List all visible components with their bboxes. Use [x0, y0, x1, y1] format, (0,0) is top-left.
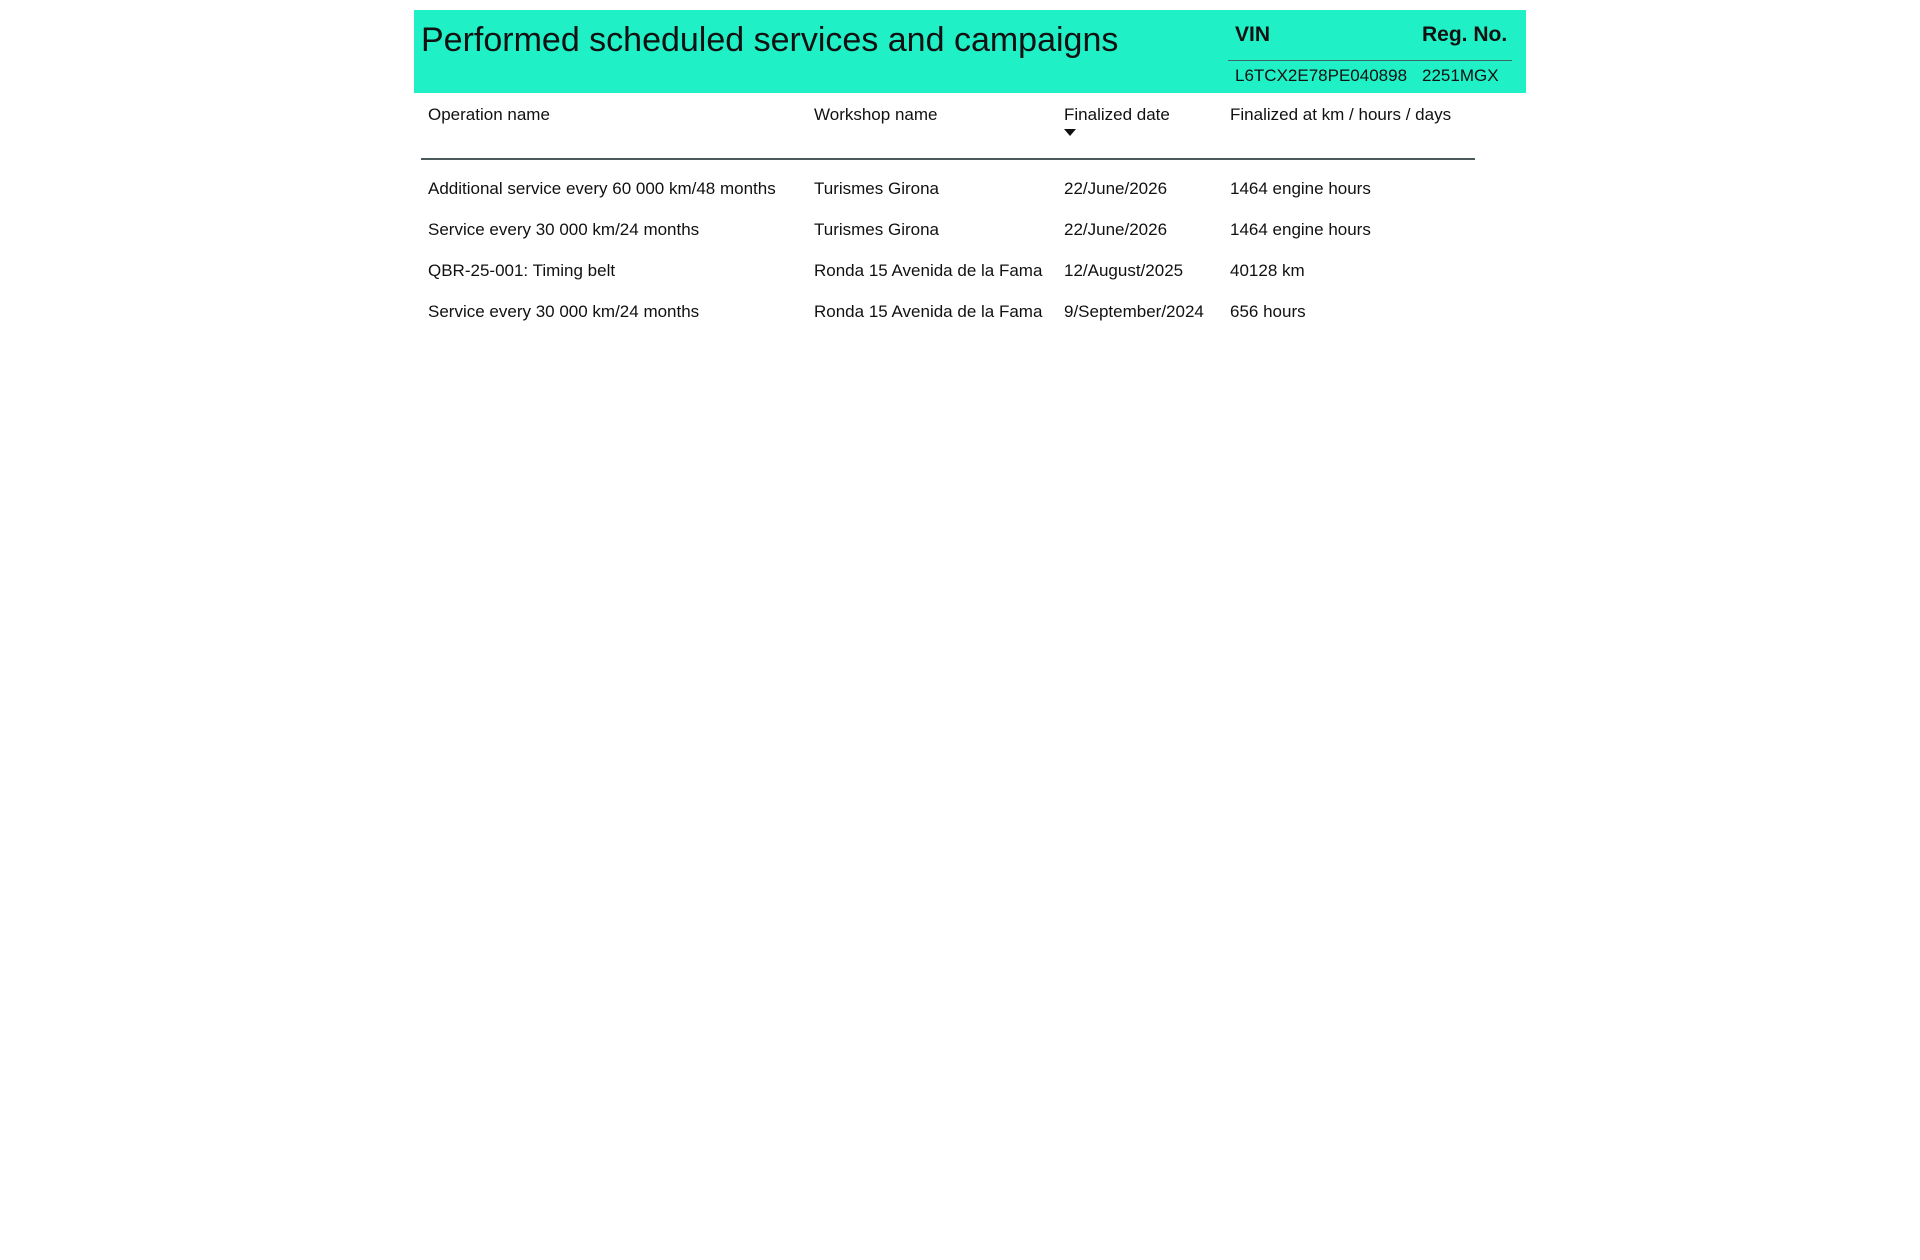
vin-value: L6TCX2E78PE040898	[1235, 66, 1408, 85]
table-row	[421, 250, 1475, 291]
cell-finalized-at: 1464 engine hours	[1230, 178, 1371, 198]
operations-table	[421, 93, 1475, 332]
column-header-operation-name[interactable]	[421, 93, 807, 159]
cell-finalized-date: 22/June/2026	[1064, 178, 1168, 198]
column-header-label: Workshop name	[814, 105, 938, 124]
sort-descending-icon[interactable]	[1064, 129, 1076, 136]
column-header-finalized-date[interactable]	[1057, 93, 1223, 159]
cell-workshop-name: Ronda 15 Avenida de la Fama	[814, 301, 1043, 321]
cell-finalized-at: 1464 engine hours	[1230, 219, 1371, 239]
column-header-label: Finalized at km / hours / days	[1230, 105, 1452, 124]
vin-label: VIN	[1228, 10, 1415, 61]
reg-no-value: 2251MGX	[1422, 66, 1499, 85]
vehicle-info-table	[1228, 10, 1512, 91]
column-header-label: Operation name	[428, 105, 550, 124]
cell-finalized-at: 656 hours	[1230, 301, 1306, 321]
column-header-label: Finalized date	[1064, 105, 1170, 124]
column-header-workshop-name[interactable]	[807, 93, 1057, 159]
cell-finalized-date: 12/August/2025	[1064, 260, 1184, 280]
column-header-finalized-at[interactable]	[1223, 93, 1475, 159]
vehicle-info-header-row	[1228, 10, 1512, 61]
reg-no-label: Reg. No.	[1415, 10, 1512, 61]
cell-workshop-name: Ronda 15 Avenida de la Fama	[814, 260, 1043, 280]
operations-header-row	[421, 93, 1475, 159]
cell-workshop-name: Turismes Girona	[814, 178, 940, 198]
cell-finalized-at: 40128 km	[1230, 260, 1305, 280]
page-title: Performed scheduled services and campaigns	[421, 21, 1119, 59]
table-row	[421, 291, 1475, 332]
cell-finalized-date: 22/June/2026	[1064, 219, 1168, 239]
cell-operation-name: Additional service every 60 000 km/48 months	[428, 178, 776, 198]
table-row	[421, 159, 1475, 209]
cell-operation-name: Service every 30 000 km/24 months	[428, 301, 700, 321]
cell-workshop-name: Turismes Girona	[814, 219, 940, 239]
cell-operation-name: Service every 30 000 km/24 months	[428, 219, 700, 239]
service-report	[414, 10, 1526, 332]
cell-finalized-date: 9/September/2024	[1064, 301, 1204, 321]
report-banner	[414, 10, 1526, 93]
vehicle-info-row	[1228, 61, 1512, 92]
cell-operation-name: QBR-25-001: Timing belt	[428, 260, 616, 280]
table-row	[421, 209, 1475, 250]
